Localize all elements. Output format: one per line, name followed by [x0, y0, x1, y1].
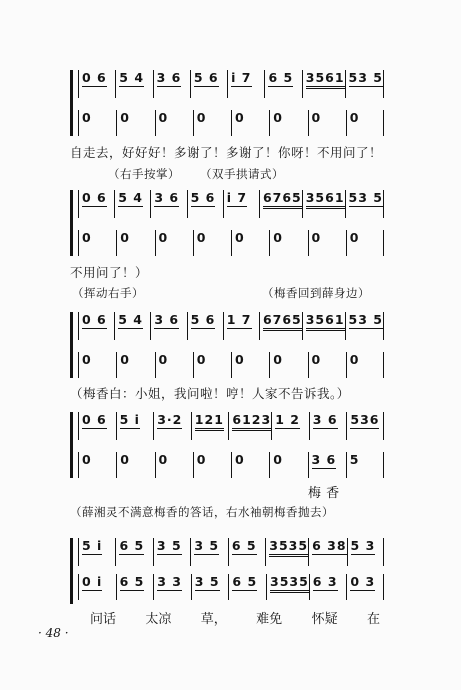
- measure: 121: [191, 412, 229, 440]
- measure: 53 5: [345, 70, 384, 98]
- upper-staff-row: [78, 312, 384, 340]
- measure: 5 6: [187, 312, 223, 340]
- lyric-line: 梅 香: [308, 486, 340, 501]
- measure: 5 6: [187, 190, 223, 218]
- stage-direction: （右手按掌）: [108, 167, 180, 181]
- measure: 0: [193, 352, 231, 378]
- system-brace: [70, 412, 73, 478]
- measure: 3 6: [309, 412, 347, 440]
- measure: 3535: [266, 574, 309, 600]
- system-brace: [70, 312, 73, 378]
- measure: 3 6: [308, 452, 346, 478]
- measure: 3 5: [153, 538, 190, 566]
- dialogue-line: （梅香白：小姐，我问啦！哼！人家不告诉我。）: [70, 386, 350, 401]
- staff-system-5: [70, 538, 388, 604]
- dialogue-line: 不用问了！）: [70, 265, 149, 280]
- lyric-line: [90, 608, 380, 627]
- measure: 6 38: [308, 538, 346, 566]
- lyric-syllable: 在: [366, 612, 380, 627]
- measure: 6123: [228, 412, 271, 440]
- measure: 0: [78, 452, 116, 478]
- measure: 3561: [302, 70, 345, 98]
- measure: 0: [308, 110, 346, 136]
- lyric-syllable: 难免: [256, 612, 283, 627]
- measure: 0: [231, 452, 269, 478]
- measure: 0: [346, 230, 384, 256]
- measure: 0: [346, 110, 384, 136]
- measure: 5 4: [115, 70, 152, 98]
- measure: 5 4: [114, 312, 150, 340]
- measure: 5 3: [347, 538, 384, 566]
- stage-direction: （梅香回到薛身边）: [262, 286, 370, 300]
- measure: 6 5: [116, 574, 154, 600]
- measure: 6 5: [115, 538, 152, 566]
- measure: 0 6: [78, 70, 115, 98]
- measure: 0 6: [78, 312, 114, 340]
- measure: 6 5: [228, 574, 266, 600]
- measure: 536: [346, 412, 384, 440]
- dialogue-line: 自走去，好好好！多谢了！多谢了！你呀！不用问了！: [70, 145, 383, 160]
- measure: 0: [269, 452, 307, 478]
- measure: 0: [155, 352, 193, 378]
- measure: 6765: [259, 312, 302, 340]
- measure: 3561: [302, 312, 345, 340]
- measure: 1 7: [223, 312, 259, 340]
- measure: 0: [193, 452, 231, 478]
- measure: 0: [308, 230, 346, 256]
- lower-staff-row: [78, 574, 384, 600]
- measure: 3·2: [153, 412, 191, 440]
- page-number: · 48 ·: [38, 626, 69, 640]
- system-brace: [70, 190, 73, 256]
- lyric-syllable: 怀疑: [311, 612, 338, 627]
- measure: 0: [269, 230, 307, 256]
- measure: 0: [269, 110, 307, 136]
- measure: 0: [116, 352, 154, 378]
- measure: 1 2: [271, 412, 309, 440]
- staff-system-1: [70, 70, 388, 136]
- measure: 53 5: [345, 312, 384, 340]
- measure: i 7: [223, 190, 259, 218]
- measure: 0: [78, 352, 116, 378]
- upper-staff-row: [78, 70, 384, 98]
- measure: 3 5: [190, 538, 227, 566]
- measure: 0 6: [78, 412, 116, 440]
- measure: 0: [193, 230, 231, 256]
- lyric-syllable: 问话: [90, 612, 117, 627]
- measure: 0: [78, 230, 116, 256]
- measure: 0: [346, 352, 384, 378]
- measure: 0: [308, 352, 346, 378]
- measure: 5 6: [190, 70, 227, 98]
- measure: 6 5: [264, 70, 301, 98]
- staff-system-3: [70, 312, 388, 378]
- measure: 5 i: [78, 538, 115, 566]
- measure: 0: [231, 230, 269, 256]
- measure: 0: [193, 110, 231, 136]
- measure: 0: [155, 452, 193, 478]
- lower-staff-row: [78, 110, 384, 136]
- staff-system-2: [70, 190, 388, 256]
- measure: 6765: [259, 190, 302, 218]
- measure: 0: [116, 230, 154, 256]
- measure: 3 5: [191, 574, 229, 600]
- measure: 3 6: [150, 312, 186, 340]
- measure: 3 6: [150, 190, 186, 218]
- stage-direction: （挥动右手）: [72, 286, 144, 300]
- upper-staff-row: [78, 538, 384, 566]
- measure: i 7: [227, 70, 264, 98]
- measure: 0 i: [78, 574, 116, 600]
- measure: 3 6: [153, 70, 190, 98]
- measure: 0: [231, 352, 269, 378]
- measure: 0: [231, 110, 269, 136]
- measure: 0 6: [78, 190, 114, 218]
- lower-staff-row: [78, 352, 384, 378]
- lyric-syllable: 草，: [200, 612, 227, 627]
- measure: 0: [78, 110, 116, 136]
- measure: 6 3: [309, 574, 347, 600]
- dialogue-line: （薛湘灵不满意梅香的答话，右水袖朝梅香抛去）: [70, 505, 334, 519]
- lower-staff-row: [78, 452, 384, 478]
- measure: 5 4: [114, 190, 150, 218]
- lyric-syllable: 太凉: [145, 612, 172, 627]
- measure: 0 3: [346, 574, 384, 600]
- measure: 3 3: [153, 574, 191, 600]
- measure: 5: [346, 452, 384, 478]
- upper-staff-row: [78, 190, 384, 218]
- system-brace: [70, 70, 73, 136]
- measure: 3561: [302, 190, 345, 218]
- upper-staff-row: [78, 412, 384, 440]
- measure: 53 5: [345, 190, 384, 218]
- measure: 0: [116, 110, 154, 136]
- measure: 3535: [265, 538, 308, 566]
- measure: 0: [116, 452, 154, 478]
- staff-system-4: [70, 412, 388, 478]
- stage-direction: （双手拱请式）: [200, 167, 284, 181]
- measure: 5 i: [116, 412, 154, 440]
- measure: 0: [155, 110, 193, 136]
- lower-staff-row: [78, 230, 384, 256]
- measure: 0: [269, 352, 307, 378]
- measure: 0: [155, 230, 193, 256]
- measure: 6 5: [228, 538, 265, 566]
- system-brace: [70, 538, 73, 604]
